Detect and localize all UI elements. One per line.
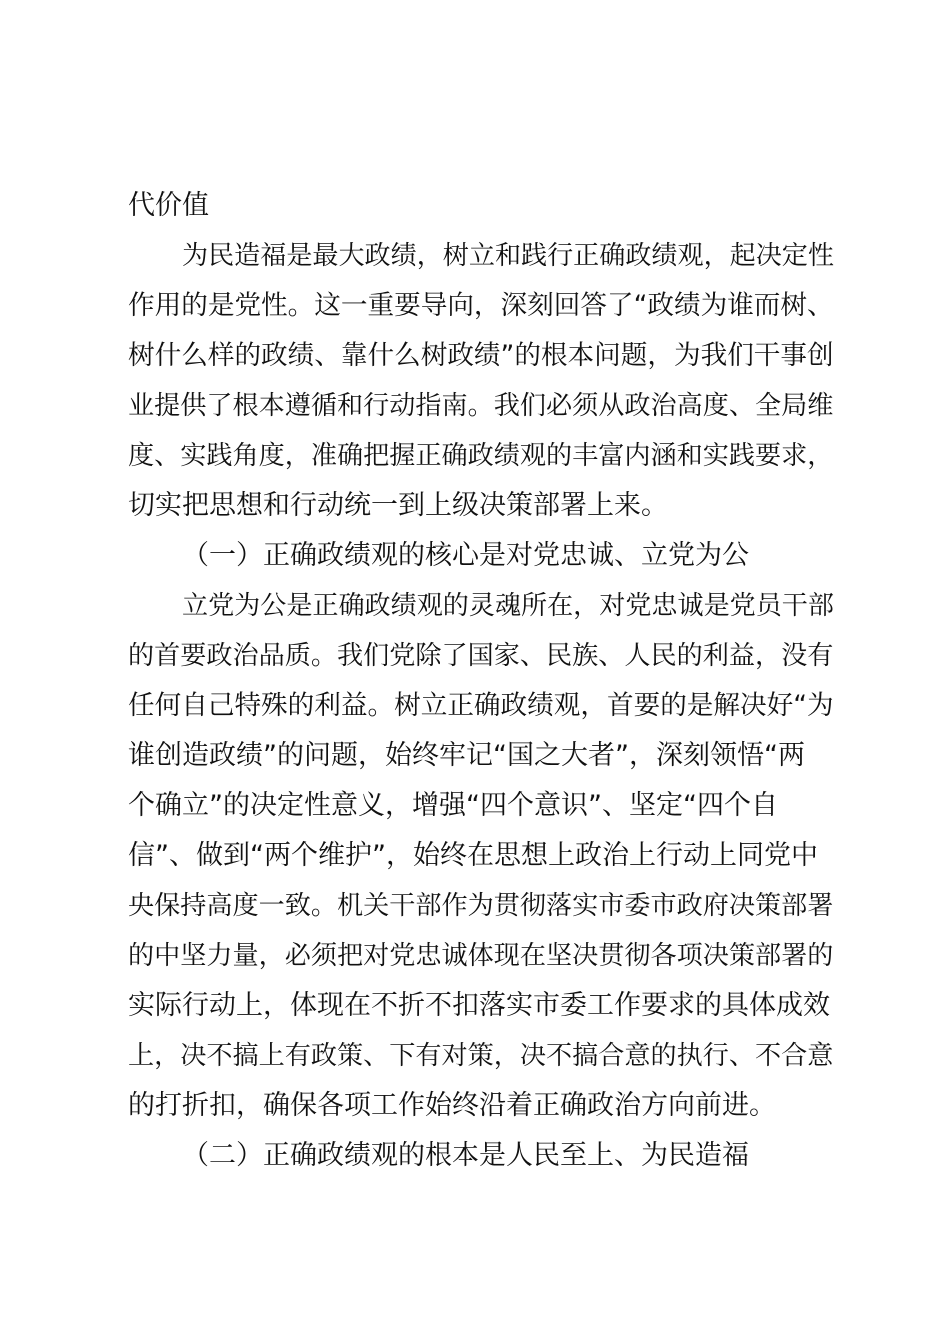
- text-line: 代价值: [128, 190, 209, 221]
- section-heading: （二）正确政绩观的根本是人民至上、为民造福: [182, 1140, 749, 1171]
- text-line: 度、实践角度，准确把握正确政绩观的丰富内涵和实践要求，: [128, 441, 834, 471]
- text-line: 信”、做到“两个维护”，始终在思想上政治上行动上同党中: [128, 840, 818, 871]
- text-line: 的打折扣，确保各项工作始终沿着正确政治方向前进。: [128, 1090, 776, 1121]
- text-line: 作用的是党性。这一重要导向，深刻回答了“政绩为谁而树、: [128, 290, 834, 321]
- section-heading: （一）正确政绩观的核心是对党忠诚、立党为公: [182, 540, 749, 571]
- text-line: 个确立”的决定性意义，增强“四个意识”、坚定“四个自: [128, 790, 778, 821]
- text-line: 实际行动上，体现在不折不扣落实市委工作要求的具体成效: [128, 990, 830, 1021]
- text-line: 央保持高度一致。机关干部作为贯彻落实市委市政府决策部署: [128, 891, 834, 921]
- text-line: 任何自己特殊的利益。树立正确政绩观，首要的是解决好“为: [128, 690, 834, 721]
- text-line: 谁创造政绩”的问题，始终牢记“国之大者”，深刻领悟“两: [128, 740, 805, 771]
- text-line: 切实把思想和行动统一到上级决策部署上来。: [128, 490, 668, 521]
- text-line: 上，决不搞上有政策、下有对策，决不搞合意的执行、不合意: [128, 1041, 834, 1071]
- text-line: 的首要政治品质。我们党除了国家、民族、人民的利益，没有: [128, 641, 834, 671]
- text-line: 业提供了根本遵循和行动指南。我们必须从政治高度、全局维: [128, 391, 834, 421]
- paragraph-first-line: 为民造福是最大政绩，树立和践行正确政绩观，起决定性: [182, 241, 834, 271]
- text-line: 的中坚力量，必须把对党忠诚体现在坚决贯彻各项决策部署的: [128, 941, 834, 971]
- text-line: 树什么样的政绩、靠什么树政绩”的根本问题，为我们干事创: [128, 340, 834, 371]
- paragraph-first-line: 立党为公是正确政绩观的灵魂所在，对党忠诚是党员干部: [182, 591, 834, 621]
